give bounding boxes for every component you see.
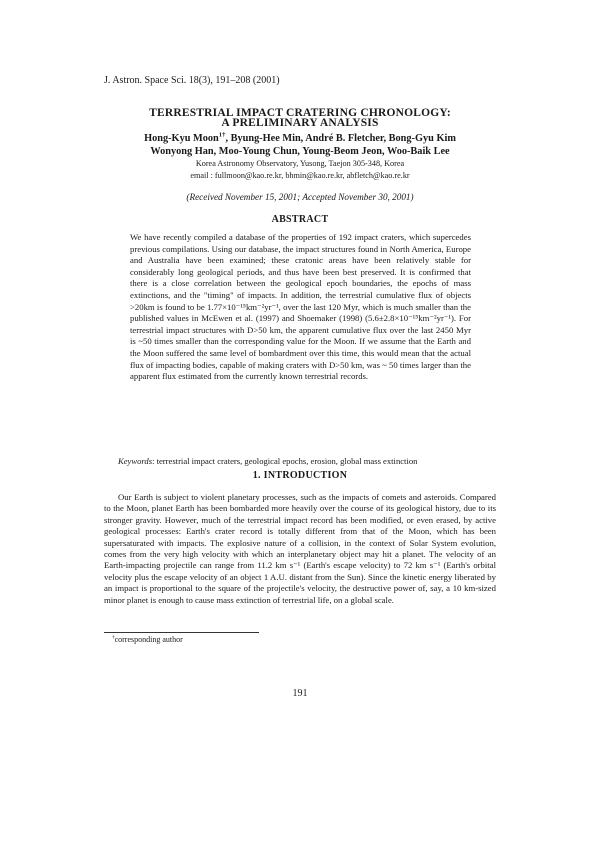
first-author: Hong-Kyu Moon [144,133,219,144]
received-dates: (Received November 15, 2001; Accepted November 30, 2001) [186,192,414,202]
affiliation: Korea Astronomy Observatory, Yusong, Taejon 305-348, Korea [195,159,405,168]
keywords-label: Keywords [118,456,153,466]
author-footnote-mark: 1† [218,131,226,139]
footnote-text: corresponding author [114,635,183,644]
paper-title-line2: A PRELIMINARY ANALYSIS [221,117,379,129]
author-emails: email : fullmoon@kao.re.kr, bhmin@kao.re.kr, abfletch@kao.re.kr [190,171,410,180]
keywords [118,456,417,466]
keywords-list: : terrestrial impact craters, geological epochs, erosion, global mass extinction [152,456,418,466]
footnote-divider [104,632,259,633]
footnote-mark: † [112,634,115,641]
abstract-body: We have recently compiled a database of the properties of 192 impact craters, which supercedes previous compilations. Using our database, the impact structures found in North America, Europe and Australia have been examined; these cratonic areas have been relatively stable for considerably long geological periods, and thus have been best preserved. It is confirmed that there is a close correlation between the geological epoch boundaries, the epochs of mass extinctions, and the "timing" of impacts. In addition, the terrestrial cumulative flux of objects >20km is found to be 1.77×10⁻¹⁵km⁻²yr⁻¹, over the last 120 Myr, which is much smaller than the published values in McEwen et al. (1997) and Shoemaker (1998) (5.6±2.8×10⁻¹⁵km⁻²yr⁻¹). For terrestrial impact structures with D>50 km, the apparent cumulative flux over the last 2450 Myr is ~50 times smaller than the corresponding value for the Moon. If we assume that the Earth and the Moon suffered the same level of bombardment over this time, this would mean that the actual flux of impacting bodies, capable of making craters with D>50 km, was ~ 50 times larger than the apparent flux estimated from the currently known terrestrial records. [130,232,471,382]
journal-reference: J. Astron. Space Sci. 18(3), 191–208 (2001) [104,75,280,86]
authors-line2: Wonyong Han, Moo-Young Chun, Young-Beom Jeon, Woo-Baik Lee [150,146,450,157]
abstract-heading: ABSTRACT [271,214,329,225]
page-number: 191 [292,688,308,699]
authors-line1 [0,133,600,144]
introduction-body: Our Earth is subject to violent planetary processes, such as the impacts of comets and asteroids. Compared to the Moon, planet Earth has been bombarded more heavily over the course of its geological history, due to its stronger gravity. However, much of the terrestrial impact record has been modified, or even erased, by active geological processes: Earth's crater record is totally different from that of the Moon, which has been supersaturated with impacts. The explosive nature of a collision, in the context of Solar System evolution, comes from the very high velocity with which an interplanetary object may hit a planet. The velocity of an Earth-impacting projectile can range from 11.2 km s⁻¹ (Earth's escape velocity) to 72 km s⁻¹ (Earth's orbital velocity plus the escape velocity of an object 1 A.U. distant from the Sun). Since the kinetic energy liberated by an impact is proportional to the square of the projectile's velocity, the destructive power of, say, a 10 km-sized minor planet is enough to cause mass extinction of terrestrial life, on a global scale. [104,492,496,605]
footnote [112,635,183,644]
co-authors: , Byung-Hee Min, André B. Fletcher, Bong-Gyu Kim [225,133,456,144]
paper-title-line1: TERRESTRIAL IMPACT CRATERING CHRONOLOGY: [149,107,451,119]
introduction-heading: 1. INTRODUCTION [252,470,348,481]
